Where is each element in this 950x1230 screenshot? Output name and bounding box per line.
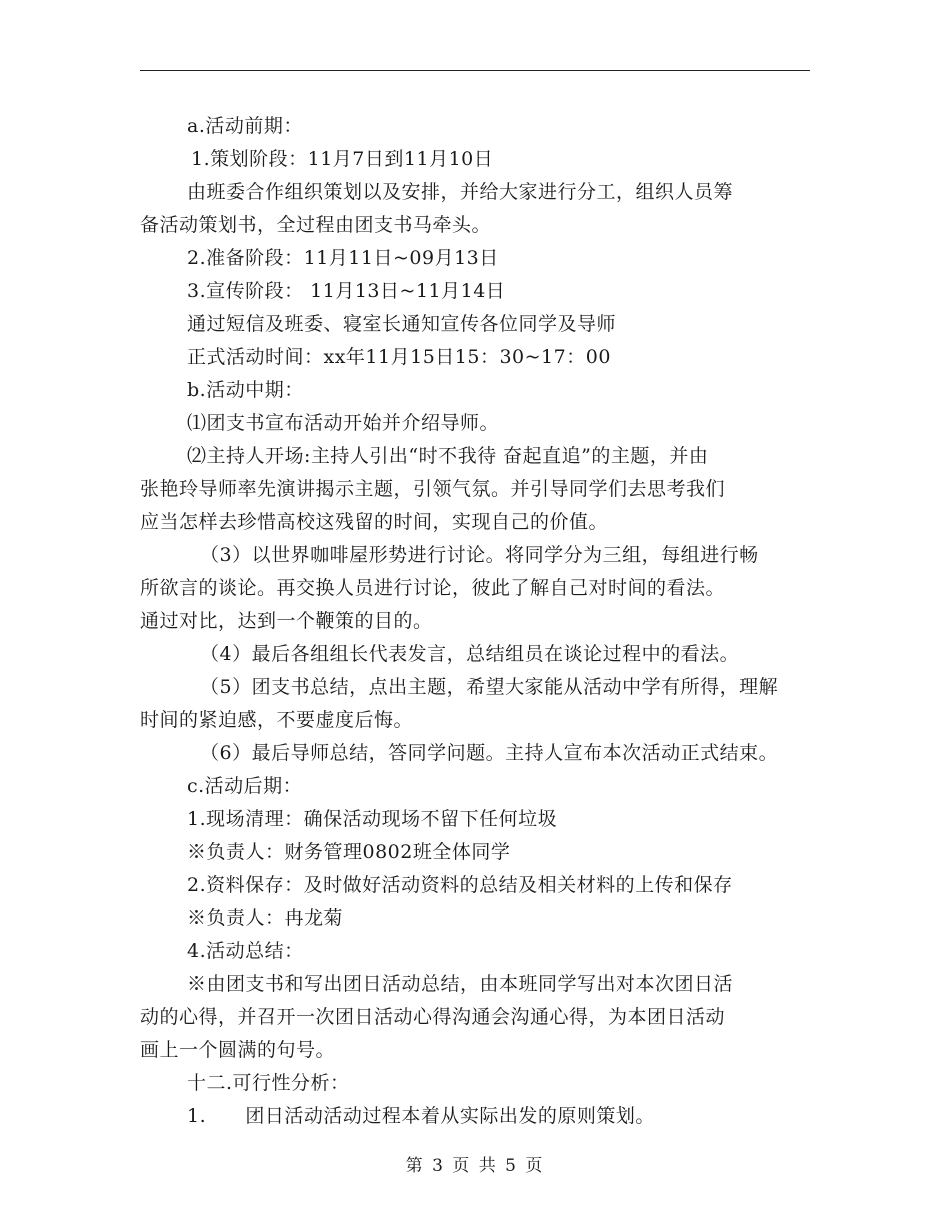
section-heading: 十二.可行性分析：: [187, 1072, 350, 1094]
page-number-footer: 第 3 页 共 5 页: [405, 1156, 545, 1176]
paragraph-line: ※负责人：财务管理0802班全体同学: [187, 841, 511, 863]
document-body: [140, 110, 830, 1133]
paragraph-line: a.活动前期：: [187, 115, 303, 137]
paragraph-line: 所欲言的谈论。再交换人员进行讨论，彼此了解自己对时间的看法。: [140, 577, 726, 599]
paragraph-line: 1. 团日活动活动过程本着从实际出发的原则策划。: [187, 1105, 655, 1127]
paragraph-line: （5）团支书总结，点出主题，希望大家能从活动中学有所得，理解: [200, 676, 779, 698]
paragraph-line: 动的心得，并召开一次团日活动心得沟通会沟通心得，为本团日活动: [140, 1006, 726, 1028]
paragraph-line: 张艳玲导师率先演讲揭示主题，引领气氛。并引导同学们去思考我们: [140, 478, 726, 500]
paragraph-line: 时间的紧迫感，不要虚度后悔。: [140, 709, 414, 731]
paragraph-line: b.活动中期：: [187, 379, 304, 401]
paragraph-line: 2.准备阶段：11月11日~09月13日: [187, 247, 499, 269]
paragraph-line: ※由团支书和写出团日活动总结，由本班同学写出对本次团日活: [187, 973, 734, 995]
paragraph-line: 4.活动总结：: [187, 940, 304, 962]
paragraph-line: 由班委合作组织策划以及安排，并给大家进行分工，组织人员筹: [187, 181, 734, 203]
paragraph-line: ⑵主持人开场:主持人引出“时不我待 奋起直追”的主题，并由: [187, 445, 709, 467]
paragraph-line: 通过短信及班委、寝室长通知宣传各位同学及导师: [187, 313, 617, 335]
paragraph-line: 1.策划阶段：11月7日到11月10日: [191, 148, 494, 170]
paragraph-line: 备活动策划书，全过程由团支书马牵头。: [140, 214, 492, 236]
paragraph-line: 正式活动时间：xx年11月15日15：30~17：00: [187, 346, 611, 368]
paragraph-line: （3）以世界咖啡屋形势进行讨论。将同学分为三组，每组进行畅: [200, 544, 759, 566]
paragraph-line: 应当怎样去珍惜高校这残留的时间，实现自己的价值。: [140, 511, 609, 533]
paragraph-line: 3.宣传阶段： 11月13日~11月14日: [187, 280, 506, 302]
paragraph-line: （6）最后导师总结，答同学问题。主持人宣布本次活动正式结束。: [200, 742, 779, 764]
header-rule: [140, 70, 810, 71]
paragraph-line: 通过对比，达到一个鞭策的目的。: [140, 610, 433, 632]
paragraph-line: c.活动后期：: [187, 775, 303, 797]
paragraph-line: 1.现场清理：确保活动现场不留下任何垃圾: [187, 808, 558, 830]
paragraph-line: （4）最后各组组长代表发言，总结组员在谈论过程中的看法。: [200, 643, 740, 665]
paragraph-line: 画上一个圆满的句号。: [140, 1039, 336, 1061]
paragraph-line: ⑴团支书宣布活动开始并介绍导师。: [187, 412, 500, 434]
paragraph-line: 2.资料保存：及时做好活动资料的总结及相关材料的上传和保存: [187, 874, 733, 896]
paragraph-line: ※负责人：冉龙菊: [187, 907, 344, 929]
